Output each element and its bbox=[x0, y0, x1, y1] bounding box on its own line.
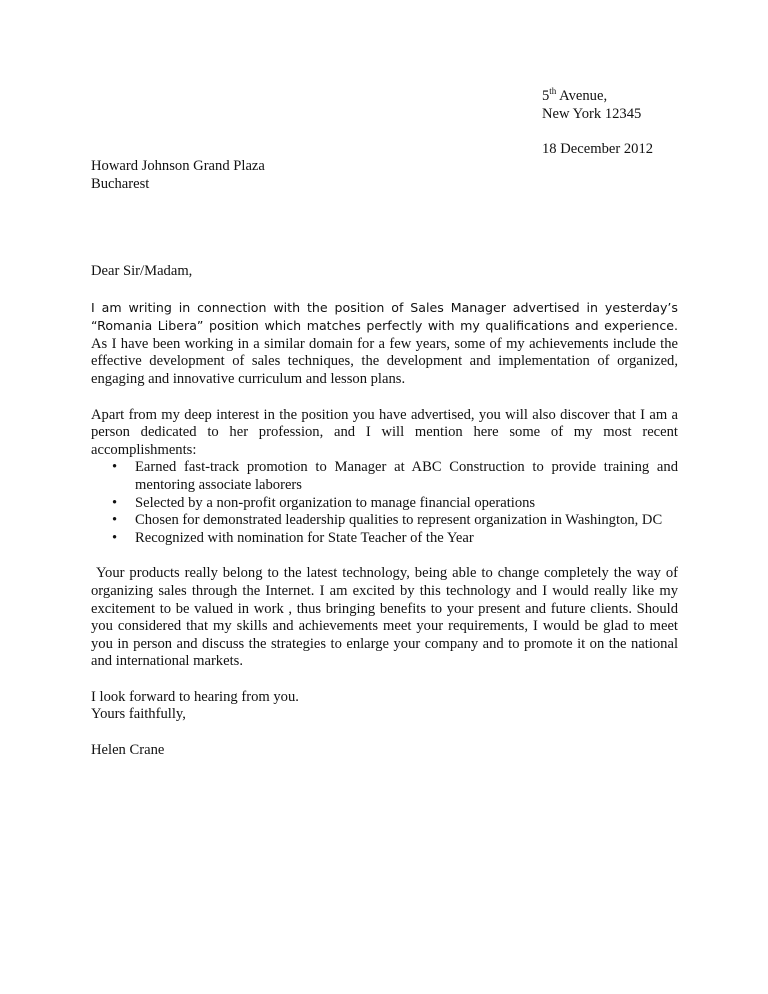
achievement-text: Earned fast-track promotion to Manager at ABC Construction to provide training and mentoring associate laborers bbox=[135, 459, 678, 493]
salutation: Dear Sir/Madam, bbox=[91, 263, 193, 279]
list-item bbox=[112, 494, 678, 513]
list-item bbox=[112, 512, 678, 530]
paragraph-introduction-part1: I am writing in connection with the position of Sales Manager advertised in yesterday’s “Romania Libera” position which matches perfectly with my qualifications and experience. bbox=[91, 299, 678, 334]
list-item bbox=[112, 459, 678, 494]
achievements-list bbox=[91, 459, 678, 547]
achievement-text: Selected by a non-profit organization to manage financial operations bbox=[135, 494, 536, 511]
closing-line: I look forward to hearing from you. bbox=[91, 688, 299, 705]
bullet-icon: • bbox=[112, 529, 118, 546]
achievement-text: Chosen for demonstrated leadership qualities to represent organization in Washington, DC bbox=[135, 512, 663, 529]
bullet-icon: • bbox=[112, 512, 118, 529]
list-item bbox=[112, 529, 678, 548]
letter-date: 18 December 2012 bbox=[542, 141, 654, 158]
valediction: Yours faithfully, bbox=[91, 706, 186, 723]
recipient-city: Bucharest bbox=[91, 175, 150, 192]
paragraph-interest: Apart from my deep interest in the position you have advertised, you will also discover that I am a person dedicated to her profession, and I will mention here some of my most recent accomplishments: bbox=[91, 406, 678, 458]
sender-street bbox=[542, 88, 742, 106]
street-ordinal-suffix: th bbox=[549, 86, 557, 97]
signature-name: Helen Crane bbox=[91, 742, 165, 759]
bullet-icon: • bbox=[112, 459, 118, 476]
achievement-text: Recognized with nomination for State Teacher of the Year bbox=[135, 529, 474, 546]
paragraph-introduction bbox=[91, 299, 678, 389]
letter-body bbox=[91, 263, 682, 760]
recipient-address bbox=[91, 158, 491, 193]
street-number: 5 bbox=[542, 88, 550, 104]
paragraph-introduction-part2: As I have been working in a similar domain for a few years, some of my achievements include the effective development of sales techniques, the development and implementation of organized, engaging and innovative curriculum and lesson plans. bbox=[91, 335, 678, 387]
sender-address bbox=[542, 88, 742, 159]
paragraph-products: Your products really belong to the latest technology, being able to change completely the way of organizing sales through the Internet. I am excited by this technology and I would really like my excitement to be valued in work , thus bringing benefits to your present and future clients. Should you considered that my skills and achievements meet your requirements, I would be glad to meet you in person and discuss the strategies to enlarge your company and to promote it on the national and international markets. bbox=[91, 565, 682, 670]
street-name: Avenue, bbox=[556, 88, 608, 104]
recipient-name: Howard Johnson Grand Plaza bbox=[91, 158, 265, 174]
bullet-icon: • bbox=[112, 494, 118, 511]
sender-city: New York 12345 bbox=[542, 105, 642, 122]
